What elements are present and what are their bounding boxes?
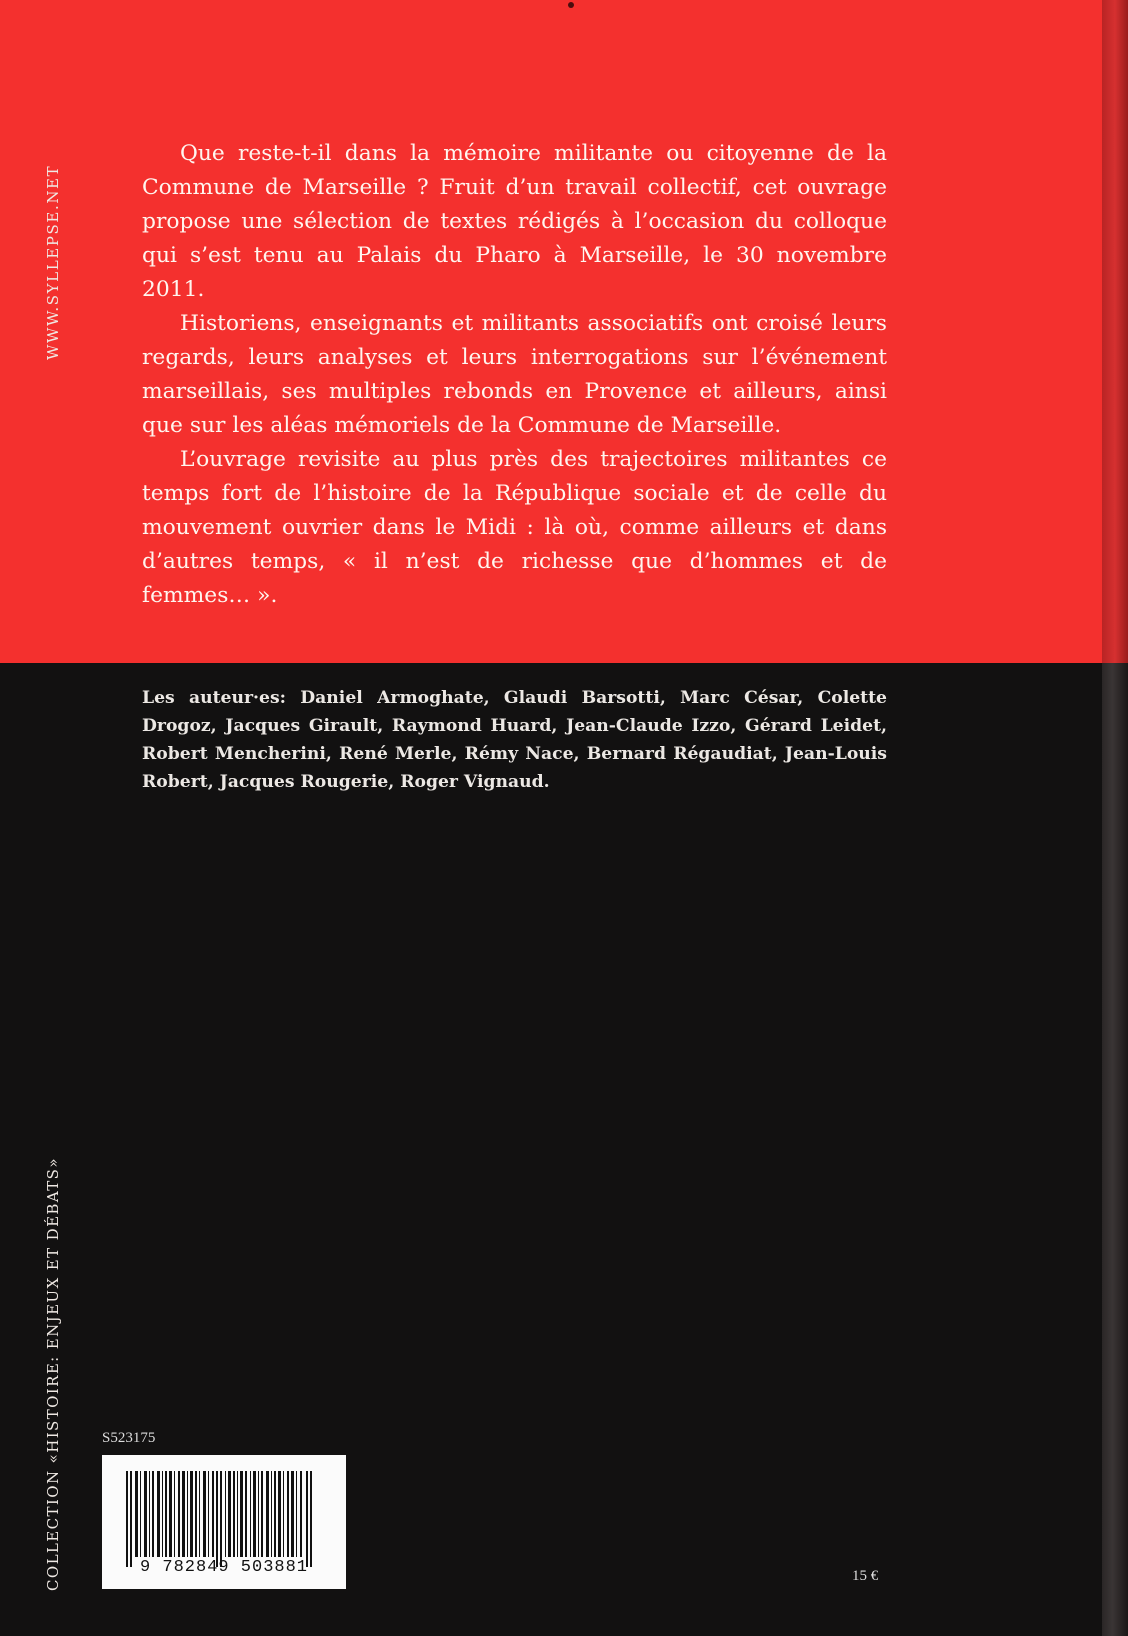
stock-code: S523175	[102, 1430, 156, 1446]
blurb-paragraph-3: L’ouvrage revisite au plus près des trajectoires militantes ce temps fort de l’histoire de la République sociale et de celle du mouvement ouvrier dans le Midi : là où, comme ailleurs et dans d’autres temps, « il n’est de richesse que d’hommes et de femmes… ».	[142, 447, 887, 608]
blurb-paragraph-2: Historiens, enseignants et militants associatifs ont croisé leurs regards, leurs analyses et leurs interrogations sur l’événement marseillais, ses multiples rebonds en Provence et ailleurs, ainsi que sur les aléas mémoriels de la Commune de Marseille.	[142, 311, 887, 438]
barcode	[102, 1455, 346, 1589]
publisher-website: WWW.SYLLEPSE.NET	[44, 164, 62, 360]
price: 15 €	[852, 1568, 879, 1584]
blurb	[142, 137, 887, 613]
authors-list: Les auteur·es: Daniel Armoghate, Glaudi Barsotti, Marc César, Colette Drogoz, Jacques Girault, Raymond Huard, Jean-Claude Izzo, Gérard Leidet, Robert Mencherini, René Merle, Rémy Nace, Bernard Régaudiat, Jean-Louis Robert, Jacques Rougerie, Roger Vignaud.	[142, 688, 887, 792]
book-edge-top	[1102, 0, 1128, 663]
isbn-digits: 9 782849 503881	[139, 1558, 309, 1577]
collection-name: COLLECTION «HISTOIRE: ENJEUX ET DÉBATS»	[44, 1157, 62, 1591]
print-speck	[568, 2, 574, 8]
blurb-paragraph-1: Que reste-t-il dans la mémoire militante ou citoyenne de la Commune de Marseille ? Fruit d’un travail collectif, cet ouvrage propose une sélection de textes rédigés à l’occasion du colloque qui s’est tenu au Palais du Pharo à Marseille, le 30 novembre 2011.	[142, 141, 887, 302]
